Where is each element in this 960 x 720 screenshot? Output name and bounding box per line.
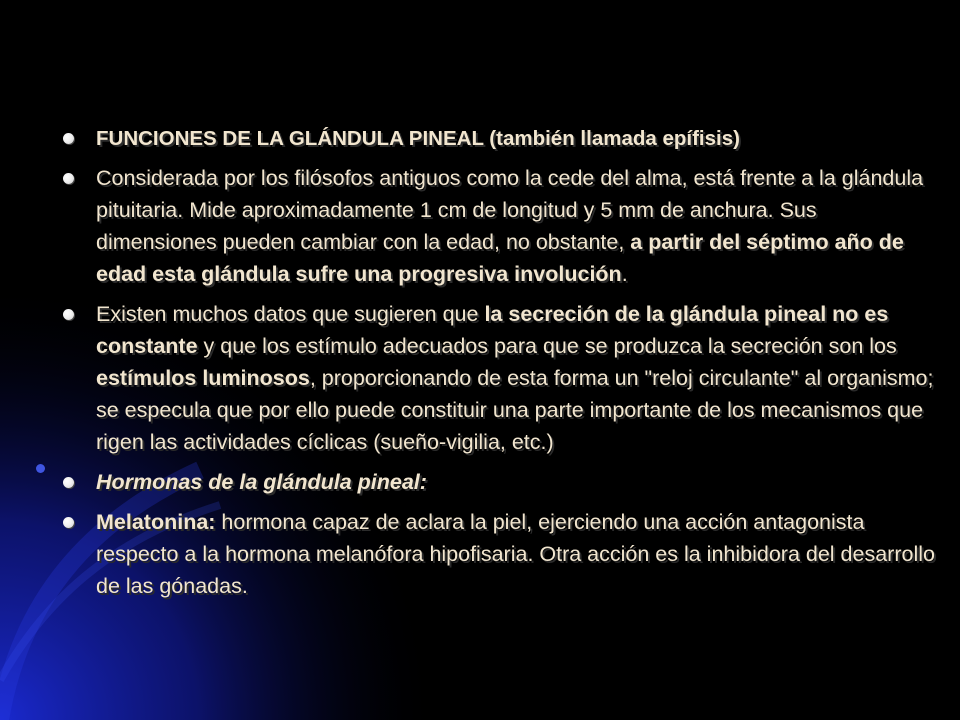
bullet-icon [63, 517, 74, 528]
slide-content [60, 124, 940, 610]
bullet-icon [63, 309, 74, 320]
bullet-item [60, 298, 940, 458]
bullet-icon [63, 133, 74, 144]
bullet-item [60, 506, 940, 602]
bullet-text-segment: Existen muchos datos que sugieren que [96, 302, 485, 326]
bullet-item [60, 162, 940, 290]
bullet-text-segment: FUNCIONES DE LA GLÁNDULA PINEAL (también llamada epífisis) [96, 127, 740, 150]
bullet-item [60, 124, 940, 154]
bullet-text-segment: la secreción de la glándula pineal no es constante [96, 302, 889, 358]
bullet-list [60, 124, 940, 602]
bullet-text-segment: , proporcionando de esta forma un "reloj circulante" al organismo; se especula que por ello puede constituir una parte importante de los mecanismos que rigen las actividades cíclicas (sueño-vigilia, etc.) [96, 366, 934, 454]
bullet-text-segment: Hormonas de la glándula pineal: [96, 470, 427, 494]
bullet-text-segment: Melatonina: [96, 510, 216, 534]
bullet-text-segment: . [621, 262, 628, 286]
bullet-text-segment: a partir del séptimo año de edad esta glándula sufre una progresiva involución [96, 230, 904, 286]
bullet-text-segment: Considerada por los filósofos antiguos como la cede del alma, está frente a la glándula pituitaria. Mide aproximadamente 1 cm de longitud y 5 mm de anchura. Sus dimensiones pueden cambiar con la edad, no obstante, [96, 166, 924, 254]
bullet-icon [63, 173, 74, 184]
bullet-item [60, 466, 940, 498]
bullet-text-segment: y que los estímulo adecuados para que se produzca la secreción son los [197, 334, 897, 358]
bullet-text-segment: estímulos luminosos [96, 366, 310, 390]
decorative-dot [36, 464, 45, 473]
bullet-text-segment: hormona capaz de aclara la piel, ejerciendo una acción antagonista respecto a la hormona melanófora hipofisaria. Otra acción es la inhibidora del desarrollo de las gónadas. [96, 510, 935, 598]
bullet-icon [63, 477, 74, 488]
